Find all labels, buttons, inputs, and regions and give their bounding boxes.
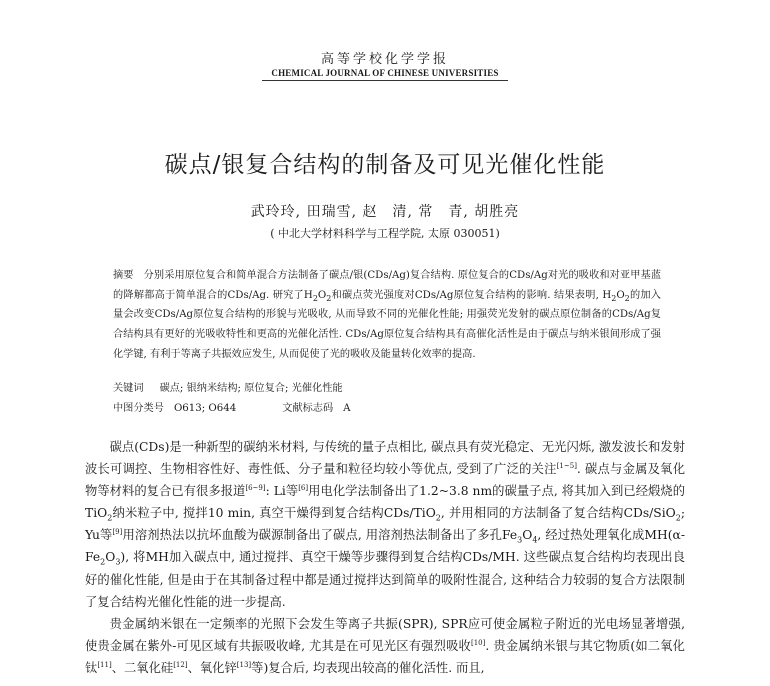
body-paragraph <box>85 436 685 613</box>
abstract-sub: 2 <box>624 293 630 303</box>
paper-affiliation: ( 中北大学材料科学与工程学院, 太原 030051) <box>270 227 500 240</box>
body-text-run: , 并用相同的方法制备了复合结构CDs/SiO <box>440 506 676 521</box>
body-text-run: O <box>105 550 116 565</box>
body-text-run: ), 将MH加入碳点中, 通过搅拌、真空干燥等步骤得到复合结构CDs/MH. 这些碳点复合结构均表现出良好的催化性能, 但是由于在其制备过程中都是通过搅拌达到简单的吸附性混合, 这种结合力较弱的复合方法限制了复合结构光催化性能的进一步提高. <box>85 550 685 609</box>
classification-label: 中图分类号 <box>113 403 164 414</box>
body-text-run: 、二氧化硅 <box>111 660 174 675</box>
body-text-run: : Li等 <box>265 484 299 499</box>
body-paragraph <box>85 613 685 679</box>
journal-name-en: CHEMICAL JOURNAL OF CHINESE UNIVERSITIES <box>271 68 499 78</box>
citation[interactable]: [6~9] <box>245 484 266 493</box>
body-text-run: 贵金属纳米银在一定频率的光照下会发生等离子共振(SPR), SPR应可使金属粒子附近的光电场显著增强, 使贵金属在紫外-可见区域有共振吸收峰, 尤其是在可见光区有强烈吸收 <box>85 616 685 653</box>
abstract-text: O <box>317 289 327 301</box>
paper-authors: 武玲玲, 田瑞雪, 赵 清, 常 青, 胡胜亮 <box>250 204 520 220</box>
body-text-run: 纳米粒子中, 搅拌10 min, 真空干燥得到复合结构CDs/TiO <box>112 506 436 521</box>
classification <box>113 399 351 414</box>
formula-sub: 2 <box>435 513 441 523</box>
citation[interactable]: [1~5] <box>556 462 577 470</box>
abstract-text: 的加入量会改变CDs/Ag原位复合结构的形貌与光吸收, 从而导致不同的光催化性能; 用强荧光发射的碳点原位制备的CDs/Ag复合结构具有更好的光吸收特性和更高的光催化活性. CDs/Ag原位复合结构具有高催化活性是由于碳点与纳米银间形成了强化学键, 有利于等离子共振效应发生, 从而促使了光的吸收及能量转化效率的提高. <box>113 289 661 360</box>
citation[interactable]: [6] <box>298 484 309 493</box>
body-text-run: . 贵金属纳米银与其它物质(如二氧化钛 <box>85 638 685 675</box>
body-text-run: 、氧化锌 <box>187 660 237 675</box>
keywords-value: 碳点; 银纳米结构; 原位复合; 光催化性能 <box>159 383 343 394</box>
body-text-run: 等)复合后, 均表现出较高的催化活性. 而且, <box>251 660 485 675</box>
citation[interactable]: [10] <box>470 638 486 647</box>
formula-sub: 4 <box>532 535 538 545</box>
abstract-text: 和碳点荧光强度对CDs/Ag原位复合结构的影响. 结果表明, H <box>331 289 612 301</box>
abstract-sub: 2 <box>312 293 318 303</box>
body-text <box>85 436 685 679</box>
document-code-label: 文献标志码 <box>282 403 334 414</box>
keywords-label: 关键词 <box>113 383 144 394</box>
citation[interactable]: [13] <box>236 660 252 669</box>
body-text-run: 碳点(CDs)是一种新型的碳纳米材料, 与传统的量子点相比, 碳点具有荧光稳定、无光闪烁, 激发波长和发射波长可调控、生物相容性好、毒性低、分子量和粒径均较小等优点, 受到了广泛的关注 <box>85 440 685 477</box>
classification-value: O613; O644 <box>173 403 237 414</box>
formula-sub: 3 <box>517 535 523 545</box>
abstract-sub: 2 <box>611 293 617 303</box>
body-text-run: , 经过热处理氧化成MH(α-Fe <box>85 528 686 565</box>
abstract <box>113 266 661 365</box>
formula-sub: 3 <box>115 557 121 567</box>
abstract-text: 分别采用原位复合和简单混合方法制备了碳点/银(CDs/Ag)复合结构. 原位复合的CDs/Ag对光的吸收和对亚甲基蓝的降解都高于简单混合的CDs/Ag. 研究了H <box>113 270 662 301</box>
citation[interactable]: [11] <box>97 660 112 669</box>
abstract-label: 摘要 <box>113 270 134 281</box>
citation[interactable]: [9] <box>112 528 123 537</box>
body-text-run: 用电化学法制备出了1.2~3.8 nm的碳量子点, 将其加入到已经煅烧的TiO <box>85 484 685 521</box>
body-text-run: . 碳点与金属及氧化物等材料的复合已有很多报道 <box>85 462 685 499</box>
body-text-run: 用溶剂热法以抗坏血酸为碳源制备出了碳点, 用溶剂热法制备出了多孔Fe <box>122 528 518 543</box>
body-text-run: O <box>522 528 533 543</box>
formula-sub: 2 <box>100 557 106 567</box>
journal-name-cn: 高等学校化学学报 <box>320 52 449 67</box>
body-text-run: ; Yu等 <box>85 506 685 543</box>
paper-title: 碳点/银复合结构的制备及可见光催化性能 <box>164 152 606 178</box>
document-code-value: A <box>343 403 351 414</box>
citation[interactable]: [12] <box>173 660 188 669</box>
formula-sub: 2 <box>107 513 113 523</box>
formula-sub: 2 <box>675 513 681 523</box>
header-rule <box>262 80 508 81</box>
abstract-text: O <box>616 289 625 301</box>
abstract-sub: 2 <box>326 293 332 303</box>
keywords <box>113 379 343 394</box>
